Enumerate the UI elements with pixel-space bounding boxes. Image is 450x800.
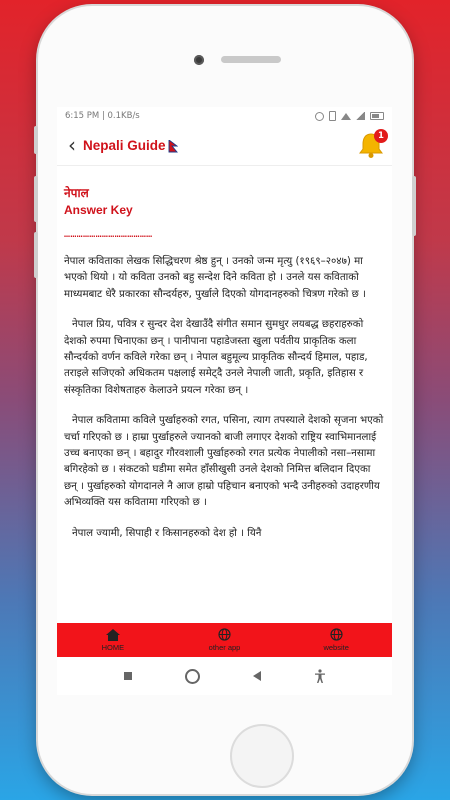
app-screen — [57, 107, 392, 695]
wifi-icon — [341, 113, 351, 120]
article-subtitle: Answer Key — [64, 203, 133, 217]
volume-down-button — [34, 232, 38, 278]
battery-icon — [370, 112, 384, 120]
article-title: नेपाल — [64, 186, 89, 200]
home-icon — [106, 629, 120, 641]
nav-website[interactable] — [280, 623, 392, 657]
app-title: Nepali Guide — [83, 137, 166, 153]
nav-website-label: website — [323, 643, 349, 652]
status-icons — [315, 111, 384, 121]
alarm-icon — [315, 112, 324, 121]
accessibility-icon[interactable] — [314, 669, 326, 683]
paragraph: नेपाल कवितामा कविले पुर्खाहरुको रगत, पसिना, त्याग तपस्याले देशको सृजना भएको चर्चा गरिएको छ । हाम्रा पुर्खाहरुले ज्यानको बाजी लगाएर देशको राष्ट्रिय स्वाभिमानलाई उच्च बनाएका छन् । बहादुर गौरवशाली पुर्खाहरुको रगत प्रत्येक नेपालीको नसा–नसामा बगिरहेको छ । संकटको घडीमा समेत हाँसीखुसी उनले देशको निमित्त बलिदान दिएका छन् । पुर्खाहरुको योगदानले नै आज हाम्रो पहिचान बनाएको भन्दै उनीहरुको उदाहरणीय अभिव्यक्ति यस कवितामा गरिएको छ । — [64, 415, 384, 509]
bottom-navigation — [57, 623, 392, 657]
phone-home-button[interactable] — [230, 724, 294, 788]
globe-icon — [330, 628, 343, 641]
power-button — [412, 176, 416, 236]
back-triangle-icon[interactable] — [253, 671, 261, 681]
nav-other-app[interactable] — [169, 623, 281, 657]
vibrate-icon — [329, 111, 336, 121]
globe-icon — [218, 628, 231, 641]
separator-line: …………………………………… — [64, 229, 153, 240]
paragraph: नेपाल कविताका लेखक सिद्धिचरण श्रेष्ठ हुन् । उनको जन्म मृत्यु (१९६९–२०४७) मा भएको थियो । यो कविता उनको बहु सन्देश दिने कविता हो । उनले यस कविताको माध्यमबाट धेरै प्रकारका सौन्दर्यहरु, पुर्खाले दिएको योगदानहरुको चित्रण गरेको छ । — [64, 256, 366, 300]
nav-home-label: HOME — [101, 642, 125, 652]
signal-icon — [356, 112, 365, 120]
system-navigation-bar — [57, 657, 392, 695]
recent-apps-icon[interactable] — [124, 672, 132, 680]
mute-switch — [34, 126, 38, 154]
status-time: 6:15 PM | 0.1KB/s — [65, 111, 140, 121]
notification-badge: 1 — [374, 129, 388, 143]
notification-bell[interactable] — [356, 131, 386, 159]
article-content — [57, 166, 392, 625]
back-arrow-icon[interactable]: ‹ — [68, 133, 76, 157]
status-bar — [57, 107, 392, 125]
earpiece-speaker — [221, 56, 281, 63]
nav-other-app-label: other app — [208, 643, 241, 652]
front-camera — [194, 55, 204, 65]
nav-home[interactable] — [57, 623, 169, 657]
home-circle-icon[interactable] — [185, 669, 200, 684]
volume-up-button — [34, 176, 38, 222]
app-bar — [57, 125, 392, 166]
nepal-flag-icon — [168, 140, 178, 153]
paragraph: नेपाल प्रिय, पवित्र र सुन्दर देश देखाउँदै संगीत समान सुमधुर लयबद्ध छहराहरुको देशको रुपमा चिनाएका छन् । पानीपाना पहाडेजस्ता खुला पर्वतीय प्राकृतिक कला सौन्दर्यको वर्णन कविले गरेका छन् । नेपाल बहुमूल्य प्राकृतिक सौन्दर्य हिमाल, पहाड, तराइले सजिएको अधिकतम पक्षलाई समेट्दै उनले नेपाली जाती, प्रकृति, इतिहास र संस्कृतिका विशेषताहरु केलाउने प्रयत्न गरेका छन् । — [64, 319, 368, 396]
paragraph: नेपाल ज्यामी, सिपाही र किसानहरुको देश हो । यिनै — [72, 527, 262, 539]
